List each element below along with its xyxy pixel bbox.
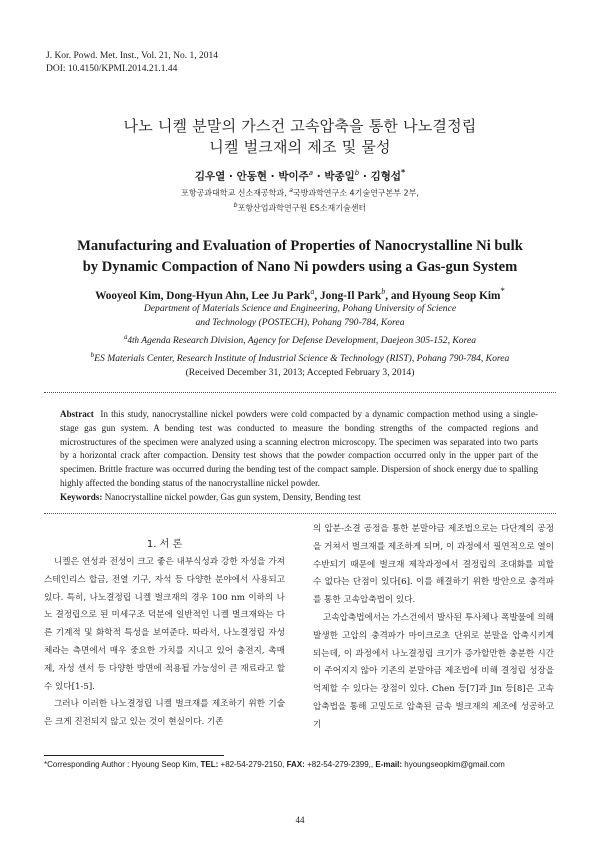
affiliation-mark: a — [289, 187, 293, 194]
korean-affiliation-rist: 포항산업과학연구원 ES소재기술센터 — [237, 203, 367, 213]
corresponding-mark: * — [500, 286, 505, 296]
divider-bottom — [44, 513, 556, 514]
english-authors-part1: Wooyeol Kim, Dong-Hyun Ahn, Lee Ju Park — [95, 289, 311, 302]
fax-label: FAX: — [286, 760, 305, 769]
korean-author-4: 박종일 — [324, 170, 355, 183]
paragraph: 니켈은 연성과 전성이 크고 좋은 내부식성과 강한 자성을 가져 스테인리스 합금, 전열 기구, 자석 등 다양한 분야에서 사용되고 있다. 특히, 나노결정립 니켈 벌크재의 경우 100 nm 이하의 나노 결정립으로 된 미세구조 덕분에 일반적인 니켈 벌크재와는 다른 기계적 및 화학적 특성을 보여준다. 따라서, 나노결정립 자성체라는 측면에서 매우 중요한 가치를 지니고 있어 충전지, 촉매제, 자성 센서 등 다양한 방면에 적용될 가능성이 큰 재료라고 할 수 있다[1-5]. — [44, 557, 285, 692]
keywords — [60, 491, 538, 504]
affiliation-mark: b — [90, 351, 95, 360]
author-separator: · — [359, 170, 371, 183]
english-authors-part2: , Jong-Il Park — [314, 289, 382, 302]
received-dates: (Received December 31, 2013; Accepted February 3, 2014) — [185, 367, 415, 379]
abstract — [60, 408, 538, 491]
journal-citation: J. Kor. Powd. Met. Inst., Vol. 21, No. 1, 2014 — [46, 51, 218, 61]
korean-author-3: 박이주 — [278, 170, 309, 183]
korean-affiliations — [0, 185, 600, 215]
paragraph: 고속압축법에서는 가스건에서 발사된 투사체나 폭발물에 의해 발생한 고압의 충격파가 마이크로초 단위로 분말을 압축시키게 되는데, 이 과정에서 나노결정립 크기가 증가할만한 충분한 시간이 주어지지 않아 기존의 분말야금 제조법에 비해 결정립 성장을 억제할 수 있다는 장점이 있다. Chen 등[7]과 Jin 등[8]은 고속압축법을 통해 고밀도로 압축된 금속 벌크재의 제조에 성공하고 기 — [313, 612, 554, 730]
affiliation-mark: a — [310, 287, 315, 296]
korean-affiliation-add: 국방과학연구소 4기술연구본부 2부, — [292, 188, 419, 198]
english-affiliation-line2: and Technology (POSTECH), Pohang 790-784, Korea — [195, 317, 405, 328]
corresponding-mark: * — [401, 168, 406, 177]
english-authors — [0, 286, 600, 302]
right-column — [313, 521, 554, 735]
english-affiliation-line1: Department of Materials Science and Engineering, Pohang University of Science — [143, 303, 457, 314]
footnote — [44, 760, 505, 769]
english-authors-part3: , and Hyoung Seop Kim — [385, 289, 501, 302]
affiliation-mark: a — [308, 169, 314, 177]
author-separator: · — [267, 170, 279, 183]
affiliation-mark: a — [123, 333, 128, 341]
english-affiliation-add: Agenda Research Division, Agency for Defense Development, Daejeon 305-152, Korea — [138, 335, 477, 347]
korean-author-1: 김우열 — [194, 170, 226, 183]
korean-affiliation-postech: 포항공과대학교 신소재공학과, — [181, 188, 290, 198]
korean-author-2: 안동현 — [236, 170, 267, 183]
korean-affiliation-line2 — [0, 200, 600, 215]
affiliation-mark: b — [354, 169, 360, 177]
tel-value: +82-54-279-2150, — [218, 760, 287, 769]
korean-affiliation-line1 — [0, 185, 600, 200]
korean-authors — [0, 168, 600, 184]
page-number: 44 — [295, 815, 305, 825]
left-column — [44, 554, 285, 732]
affiliation-mark: b — [381, 287, 386, 296]
english-affiliation-rist: ES Materials Center, Research Institute of Industrial Science & Technology (RIST), Pohang 790-784, Korea — [94, 353, 510, 365]
english-affiliations — [0, 302, 600, 380]
english-affiliation-line3 — [0, 330, 600, 348]
english-title-line1: Manufacturing and Evaluation of Properties of Nanocrystalline Ni bulk — [77, 238, 523, 254]
fax-value: +82-54-279-2399,, — [304, 760, 376, 769]
korean-author-5: 김형섭 — [370, 170, 401, 183]
keywords-text: Nanocrystalline nickel powder, Gas gun system, Density, Bending test — [104, 492, 361, 502]
footnote-author: *Corresponding Author : Hyoung Seop Kim, — [44, 760, 201, 769]
korean-title — [0, 116, 600, 158]
keywords-label: Keywords: — [60, 492, 103, 502]
divider-top — [44, 392, 556, 393]
footnote-rule — [44, 755, 224, 756]
author-separator: · — [225, 170, 237, 183]
journal-doi: DOI: 10.4150/KPMI.2014.21.1.44 — [46, 63, 178, 74]
email-value: hyoungseopkim@gmail.com — [402, 760, 505, 769]
ordinal-fourth: 4th — [127, 335, 139, 346]
korean-title-line1: 나노 니켈 분말의 가스건 고속압축을 통한 나노결정립 — [123, 117, 477, 135]
english-affiliation-line4 — [0, 348, 600, 366]
tel-label: TEL: — [200, 760, 219, 769]
english-title — [40, 236, 560, 278]
email-label: E-mail: — [375, 760, 403, 769]
korean-title-line2: 니켈 벌크재의 제조 및 물성 — [209, 138, 391, 156]
affiliation-mark: b — [233, 202, 238, 210]
abstract-text: In this study, nanocrystalline nickel powders were cold compacted by a dynamic compaction method using a single-stage gas gun system. A bending test was conducted to measure the bonding strengths of the compacted regions and microstructures of the specimen were analyzed using a scanning electron microscopy. The specimen was separated into two parts by a horizontal crack after compaction. Density test shows that the powder compaction occurred only in the upper part of the specimen. Brittle fracture was occurred during the bending test of the compact sample. Dispersion of shock energy due to spalling highly affected the bonding status of the nanocrystalline nickel powder. — [60, 409, 539, 488]
paragraph: 그러나 이러한 나노결정립 니켈 벌크재를 제조하기 위한 기술은 크게 진전되지 않고 있는 것이 현실이다. 기존 — [44, 699, 285, 728]
journal-header — [46, 50, 218, 75]
author-separator: · — [313, 170, 325, 183]
section-heading: 1. 서 론 — [146, 539, 183, 550]
english-title-line2: by Dynamic Compaction of Nano Ni powders using a Gas-gun System — [82, 259, 518, 275]
paragraph: 의 압분-소결 공정을 통한 분말야금 제조법으로는 다단계의 공정을 거쳐서 벌크재를 제조하게 되며, 이 과정에서 필연적으로 열이 수반되기 때문에 벌크재 제작과정에서 결정립의 조대화를 피할 수 없다는 단점이 있다[6]. 이를 해결하기 위한 방안으로 충격파를 통한 고속압축법이 있다. — [313, 524, 554, 606]
abstract-label: Abstract — [60, 409, 94, 419]
